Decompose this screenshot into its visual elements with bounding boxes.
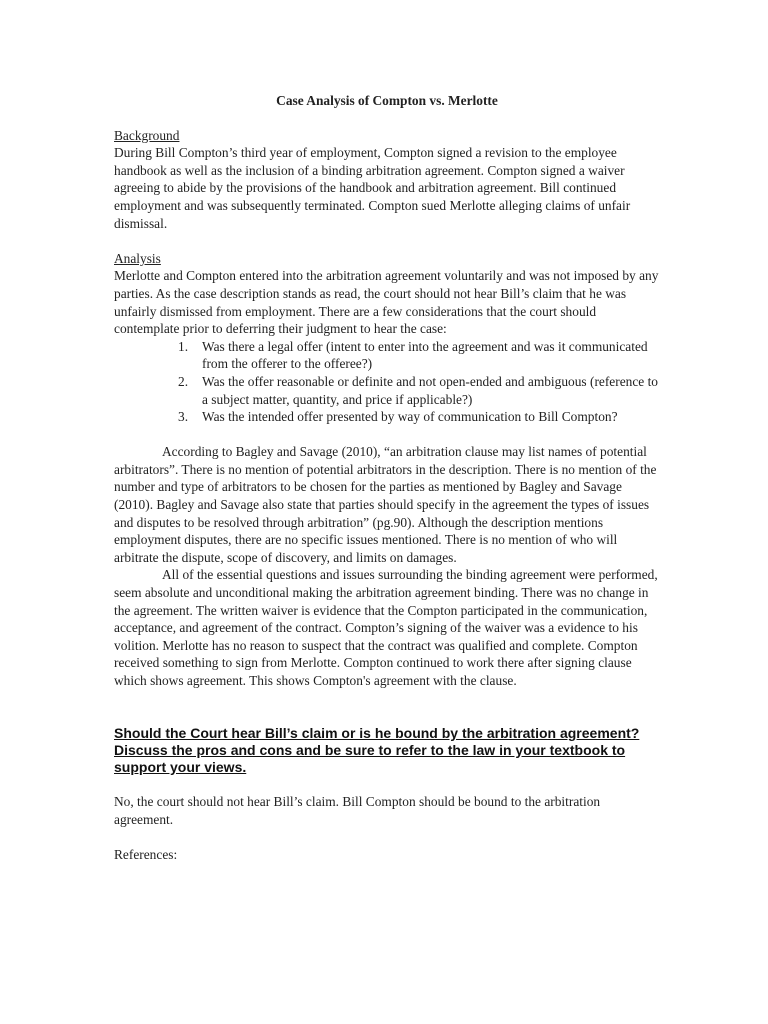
list-text: Was there a legal offer (intent to enter into the agreement and was it communicated from the offerer to the offeree?) [202,338,648,372]
analysis-paragraph: All of the essential questions and issues surrounding the binding agreement were performed, seem absolute and unconditional making the arbitration agreement binding. There was no change in the agreement. The written waiver is evidence that the Compton participated in the communication, acceptance, and agreement of the contract. Compton’s signing of the waiver was a evidence to his volition. Merlotte has no reason to suspect that the contract was qualified and complete. Compton received something to sign from Merlotte. Compton continued to work there after signing clause which shows agreement. This shows Compton's agreement with the clause. [114,567,658,688]
list-text: Was the offer reasonable or definite and not open-ended and ambiguous (reference to a subject matter, quantity, and price if applicable?) [202,373,658,407]
list-item [178,373,660,408]
analysis-paragraph: According to Bagley and Savage (2010), “an arbitration clause may list names of potential arbitrators”. There is no mention of potential arbitrators in the description. There is no mention of the number and type of arbitrators to be chosen for the parties as mentioned by Bagley and Savage (2010). Bagley and Savage also state that parties should specify in the agreement the types of issues and disputes to be resolved through arbitration” (pg.90). Although the description mentions employment disputes, there are no specific issues mentioned. There is no mention of who will arbitrate the dispute, scope of discovery, and limits on damages. [114,444,657,565]
analysis-section [114,250,660,690]
list-item [178,408,660,426]
list-item [178,338,660,373]
background-section [114,127,660,233]
answer-text: No, the court should not hear Bill’s claim. Bill Compton should be bound to the arbitration agreement. [114,794,601,827]
list-number: 3. [178,409,189,425]
list-text: Was the intended offer presented by way of communication to Bill Compton? [202,409,618,425]
spacer [114,776,660,794]
spacer [114,232,660,250]
background-text: During Bill Compton’s third year of employment, Compton signed a revision to the employee handbook as well as the inclusion of a binding arbitration agreement. Compton signed a waiver agreeing to abide by the provisions of the handbook and arbitration agreement. Bill continued employment and was subsequently terminated. Compton sued Merlotte alleging claims of unfair dismissal. [114,145,631,231]
references-label: References: [114,846,178,862]
list-number: 1. [178,338,189,354]
list-number: 2. [178,373,189,389]
analysis-heading: Analysis [114,250,161,266]
document-page [114,92,660,864]
background-heading: Background [114,127,180,143]
question-prompt: Should the Court hear Bill’s claim or is he bound by the arbitration agreement? Discuss the pros and cons and be sure to refer to the law in your textbook to support your views. [114,724,640,775]
analysis-intro: Merlotte and Compton entered into the arbitration agreement voluntarily and was not imposed by any parties. As the case description stands as read, the court should not hear Bill’s claim that he was unfairly dismissed from employment. There are a few considerations that the court should contemplate prior to deferring their judgment to hear the case: [114,268,659,337]
spacer [114,426,660,444]
document-title: Case Analysis of Compton vs. Merlotte [276,93,498,108]
considerations-list [114,338,660,426]
spacer [114,828,660,846]
